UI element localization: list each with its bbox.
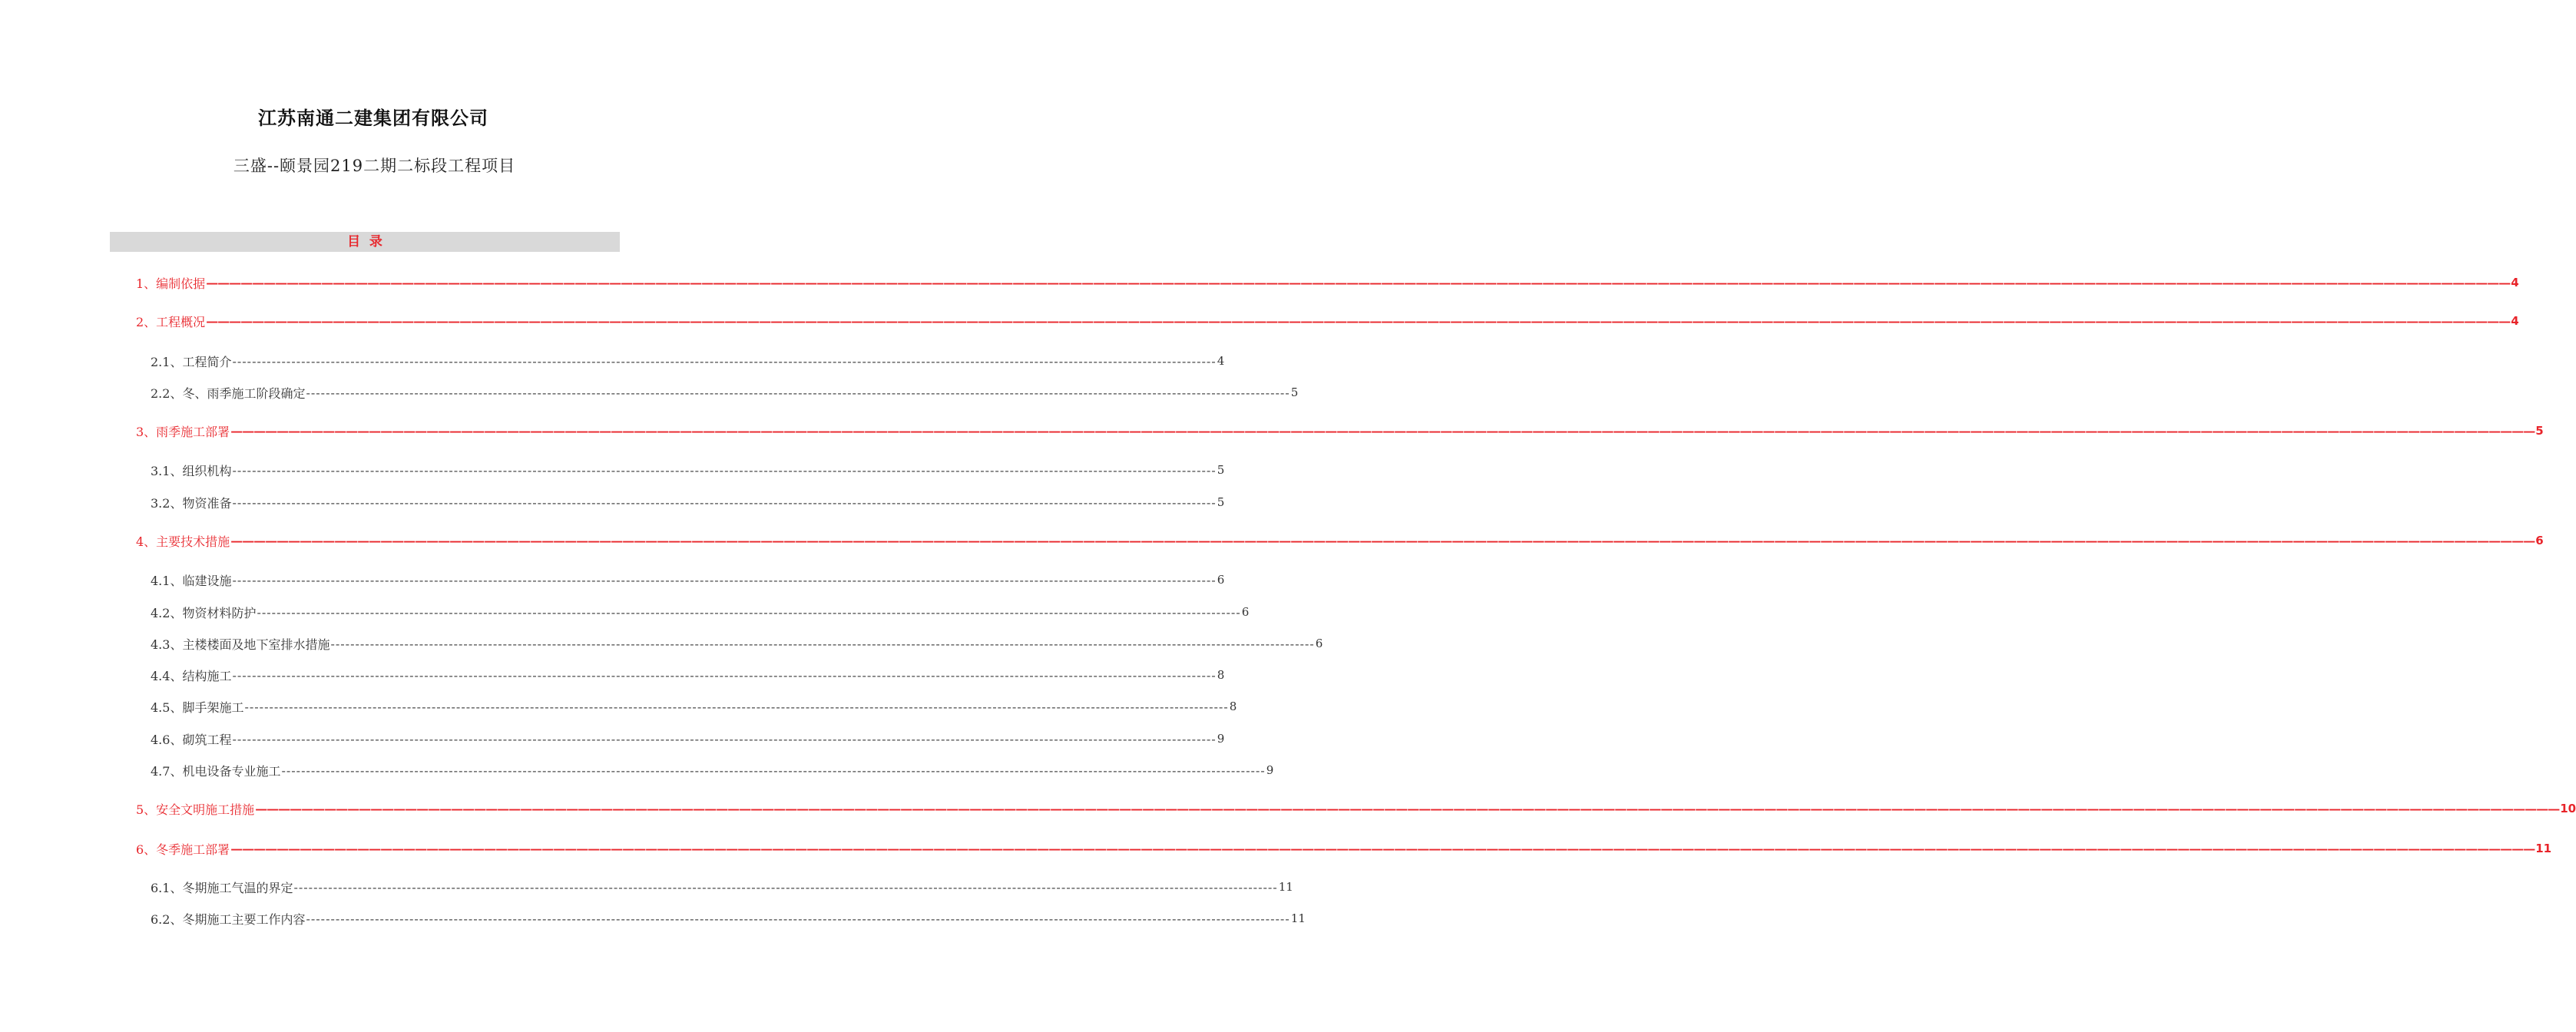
toc-leader-dots: --------------------------------------------------------------------------------------------------------------------------------------------------------------------------------------------------------	[232, 462, 1217, 478]
toc-entry-label: 5、安全文明施工措施	[136, 802, 255, 817]
toc-entry[interactable]	[151, 909, 1306, 928]
toc-entry-page: 6	[1315, 637, 1323, 650]
toc-entry-label: 3、雨季施工部署	[136, 424, 230, 439]
toc-entry-page: 8	[1229, 700, 1237, 713]
toc-entry-label: 4.2、物资材料防护	[151, 605, 257, 620]
toc-entry[interactable]	[151, 634, 1323, 653]
toc-entry[interactable]	[151, 571, 1225, 589]
toc-entry[interactable]	[136, 422, 2544, 440]
toc-entry[interactable]	[151, 666, 1225, 684]
toc-entry[interactable]	[151, 729, 1225, 748]
toc-entry-page: 9	[1266, 763, 1274, 777]
toc-entry[interactable]	[136, 799, 2576, 818]
toc-leader-dots: --------------------------------------------------------------------------------------------------------------------------------------------------------------------------------------------------------	[244, 699, 1229, 714]
toc-entry-label: 4.3、主楼楼面及地下室排水措施	[151, 637, 330, 652]
toc-leader-dots: --------------------------------------------------------------------------------------------------------------------------------------------------------------------------------------------------------	[232, 495, 1217, 510]
toc-title: 目 录	[347, 234, 382, 250]
toc-leader-dots: ————————————————————————————————————————————————————————————————————————————————————————————————————————————————————————————————————————————————————————————————————————————————————————————————————————	[255, 801, 2560, 816]
toc-entry[interactable]	[151, 383, 1299, 402]
project-title: 三盛--颐景园219二期二标段工程项目	[233, 157, 516, 175]
toc-entry-page: 4	[1217, 354, 1225, 368]
toc-entry-page: 6	[1241, 605, 1250, 619]
toc-leader-dots: --------------------------------------------------------------------------------------------------------------------------------------------------------------------------------------------------------	[306, 385, 1290, 400]
toc-entry-page: 5	[1217, 495, 1225, 509]
toc-entry-page: 5	[1290, 385, 1299, 399]
toc-entry-label: 2.1、工程简介	[151, 354, 232, 369]
toc-entry-label: 4.7、机电设备专业施工	[151, 763, 281, 779]
toc-entry[interactable]	[151, 697, 1237, 716]
toc-entry-page: 11	[1278, 880, 1293, 894]
toc-entry-label: 6.2、冬期施工主要工作内容	[151, 911, 306, 927]
toc-entry-label: 4.1、临建设施	[151, 573, 232, 588]
toc-entry-label: 6、冬季施工部署	[136, 842, 230, 857]
toc-entry[interactable]	[151, 461, 1225, 479]
toc-entry-label: 4、主要技术措施	[136, 534, 230, 549]
toc-entry-page: 11	[1290, 911, 1306, 925]
toc-entry[interactable]	[136, 273, 2519, 292]
toc-entry[interactable]	[151, 352, 1225, 370]
toc-entry[interactable]	[136, 839, 2552, 858]
toc-leader-dots: ————————————————————————————————————————————————————————————————————————————————————————————————————————————————————————————————————————————————————————————————————————————————————————————————————————	[230, 533, 2535, 548]
toc-entry[interactable]	[136, 531, 2544, 550]
toc-leader-dots: --------------------------------------------------------------------------------------------------------------------------------------------------------------------------------------------------------	[232, 667, 1217, 683]
toc-leader-dots: ————————————————————————————————————————————————————————————————————————————————————————————————————————————————————————————————————————————————————————————————————————————————————————————————————————	[206, 313, 2511, 329]
toc-entry-label: 4.4、结构施工	[151, 668, 232, 683]
toc-entry-page: 11	[2535, 842, 2552, 855]
toc-leader-dots: --------------------------------------------------------------------------------------------------------------------------------------------------------------------------------------------------------	[306, 911, 1290, 926]
toc-leader-dots: ————————————————————————————————————————————————————————————————————————————————————————————————————————————————————————————————————————————————————————————————————————————————————————————————————————	[230, 423, 2535, 438]
toc-entry-page: 6	[1217, 573, 1225, 587]
toc-entry-page: 8	[1217, 668, 1225, 682]
toc-entry[interactable]	[151, 761, 1274, 779]
toc-entry[interactable]	[151, 493, 1225, 511]
toc-leader-dots: --------------------------------------------------------------------------------------------------------------------------------------------------------------------------------------------------------	[281, 762, 1266, 778]
toc-entry-page: 4	[2511, 314, 2519, 328]
toc-entry-label: 6.1、冬期施工气温的界定	[151, 880, 293, 895]
toc-leader-dots: ————————————————————————————————————————————————————————————————————————————————————————————————————————————————————————————————————————————————————————————————————————————————————————————————————————	[206, 275, 2511, 290]
toc-leader-dots: ————————————————————————————————————————————————————————————————————————————————————————————————————————————————————————————————————————————————————————————————————————————————————————————————————————	[230, 841, 2535, 856]
toc-entry-label: 4.5、脚手架施工	[151, 700, 244, 715]
toc-entry[interactable]	[151, 603, 1250, 621]
toc-entry-page: 5	[2535, 424, 2544, 438]
toc-entry-page: 9	[1217, 732, 1225, 746]
toc-entry-label: 3.1、组织机构	[151, 463, 232, 478]
toc-entry-page: 10	[2560, 802, 2576, 815]
company-name: 江苏南通二建集团有限公司	[258, 107, 488, 129]
toc-leader-dots: --------------------------------------------------------------------------------------------------------------------------------------------------------------------------------------------------------	[293, 879, 1278, 895]
toc-leader-dots: --------------------------------------------------------------------------------------------------------------------------------------------------------------------------------------------------------	[232, 353, 1217, 369]
toc-entry[interactable]	[151, 878, 1293, 896]
toc-entry-page: 4	[2511, 276, 2519, 289]
toc-entry-page: 6	[2535, 534, 2544, 547]
toc-entry-label: 3.2、物资准备	[151, 495, 232, 511]
toc-entry-label: 4.6、砌筑工程	[151, 732, 232, 747]
toc-leader-dots: --------------------------------------------------------------------------------------------------------------------------------------------------------------------------------------------------------	[330, 636, 1315, 651]
toc-entry-label: 2.2、冬、雨季施工阶段确定	[151, 385, 306, 401]
toc-leader-dots: --------------------------------------------------------------------------------------------------------------------------------------------------------------------------------------------------------	[232, 731, 1217, 746]
toc-leader-dots: --------------------------------------------------------------------------------------------------------------------------------------------------------------------------------------------------------	[257, 604, 1241, 620]
toc-entry-label: 1、编制依据	[136, 276, 206, 291]
toc-leader-dots: --------------------------------------------------------------------------------------------------------------------------------------------------------------------------------------------------------	[232, 572, 1217, 587]
toc-entry-label: 2、工程概况	[136, 314, 206, 329]
toc-entry[interactable]	[136, 312, 2519, 330]
toc-entry-page: 5	[1217, 463, 1225, 477]
